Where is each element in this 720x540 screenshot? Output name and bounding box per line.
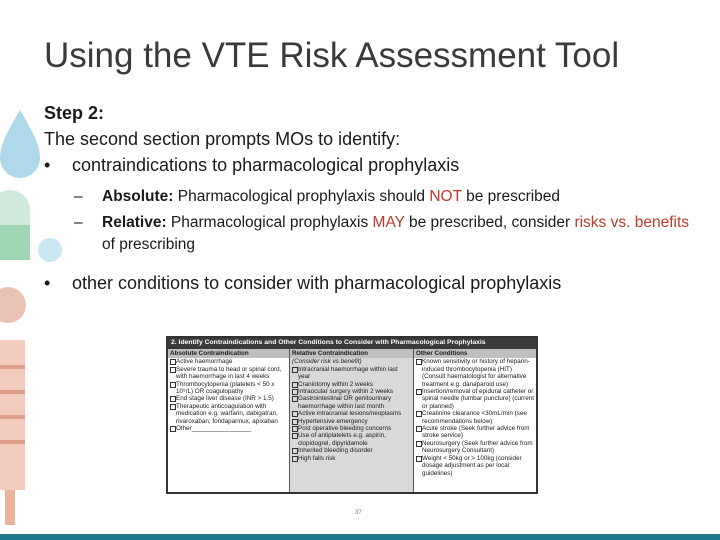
- absolute-label: Absolute:: [102, 188, 174, 205]
- relative-text-post: of prescribing: [102, 236, 196, 253]
- absolute-item: Severe trauma to head or spinal cord, with haemorrhage in last 4 weeks: [168, 366, 289, 381]
- other-item: Known sensitivity or history of heparin-induced thrombocytopenia (HIT) (Consult haematologist for alternative treatment e.g. danaparoid use): [414, 358, 536, 388]
- other-item: Neurosurgery (Seek further advice from Neurosurgery Consultant): [414, 440, 536, 455]
- absolute-item: End stage liver disease (INR > 1.5): [168, 395, 289, 402]
- relative-item: Use of antiplatelets e.g. aspirin, clopidogrel, dipyridamole: [290, 432, 413, 447]
- relative-item: Inherited bleeding disorder: [290, 447, 413, 454]
- absolute-text-pre: Pharmacological prophylaxis should: [173, 188, 430, 205]
- bullet-icon: •: [44, 155, 51, 175]
- slide-body: [44, 100, 704, 296]
- relative-emphasis: MAY: [372, 214, 405, 231]
- page-number: 37: [355, 510, 362, 516]
- water-drop-icon: [0, 110, 40, 178]
- slide-title: Using the VTE Risk Assessment Tool: [44, 36, 620, 75]
- relative-column-subheading: (Consider risk vs benefit): [292, 358, 362, 366]
- relative-column-heading: Relative Contraindication: [290, 349, 413, 358]
- other-column: [414, 349, 536, 494]
- bullet-contraindications: [44, 152, 704, 178]
- relative-item: High falls risk: [290, 455, 413, 462]
- relative-label: Relative:: [102, 214, 167, 231]
- bullet-text: other conditions to consider with pharmacological prophylaxis: [72, 273, 562, 293]
- absolute-text-post: be prescribed: [461, 188, 561, 205]
- dash-icon: –: [74, 188, 83, 205]
- absolute-item: Other_________________: [168, 425, 289, 432]
- absolute-item: Thrombocytopenia (platelets < 50 x 10⁹/L) OR coagulopathy: [168, 381, 289, 396]
- relative-emphasis-2: risks vs. benefits: [574, 214, 689, 231]
- other-column-heading: Other Conditions: [414, 349, 536, 358]
- bullet-icon: •: [44, 273, 51, 293]
- relative-text-mid: be prescribed, consider: [404, 214, 575, 231]
- dash-icon: –: [74, 214, 83, 231]
- absolute-item: Therapeutic anticoagulation with medication e.g. warfarin, dabigatran, rivaroxaban, fondaparinux, apixaban: [168, 403, 289, 425]
- relative-item: Hypertensive emergency: [290, 418, 413, 425]
- bullet-other-conditions: [44, 270, 704, 296]
- other-item: Insertion/removal of epidural catheter or spinal needle (lumbar puncture) (current or planned): [414, 388, 536, 410]
- absolute-item: Active haemorrhage: [168, 358, 289, 365]
- absolute-emphasis: NOT: [429, 188, 462, 205]
- vte-form-excerpt: [166, 336, 538, 494]
- bullet-text: contraindications to pharmacological prophylaxis: [72, 155, 460, 175]
- relative-column: [290, 349, 414, 494]
- other-item: Acute stroke (Seek further advice from stroke service): [414, 425, 536, 440]
- relative-text-pre: Pharmacological prophylaxis: [166, 214, 373, 231]
- capsule-icon: [0, 190, 30, 260]
- sub-bullet-relative: [44, 212, 704, 256]
- form-header: 2. Identify Contraindications and Other Conditions to Consider with Pharmacological Prophylaxis: [168, 338, 536, 349]
- relative-item: Intracranial haemorrhage within last year: [290, 366, 413, 381]
- bottom-accent-bar: [0, 534, 720, 540]
- relative-item: Post operative bleeding concerns: [290, 425, 413, 432]
- sub-bullet-absolute: [44, 186, 704, 208]
- syringe-icon: [0, 340, 25, 525]
- absolute-column-heading: Absolute Contraindication: [168, 349, 289, 358]
- step-heading: Step 2:: [44, 103, 105, 123]
- relative-item: Active intracranial lesions/neoplasms: [290, 410, 413, 417]
- absolute-column: [168, 349, 290, 494]
- other-item: Creatinine clearance <30mL/min (see recommendations below): [414, 410, 536, 425]
- relative-item: Gastrointestinal OR genitourinary haemorrhage within last month: [290, 395, 413, 410]
- relative-item: Craniotomy within 2 weeks: [290, 381, 413, 388]
- intro-text: The second section prompts MOs to identify:: [44, 129, 401, 149]
- pill-icon: [0, 287, 26, 323]
- relative-item: Intraocular surgery within 2 weeks: [290, 388, 413, 395]
- other-item: Weight < 50kg or > 100kg (consider dosage adjustment as per local guidelines): [414, 455, 536, 477]
